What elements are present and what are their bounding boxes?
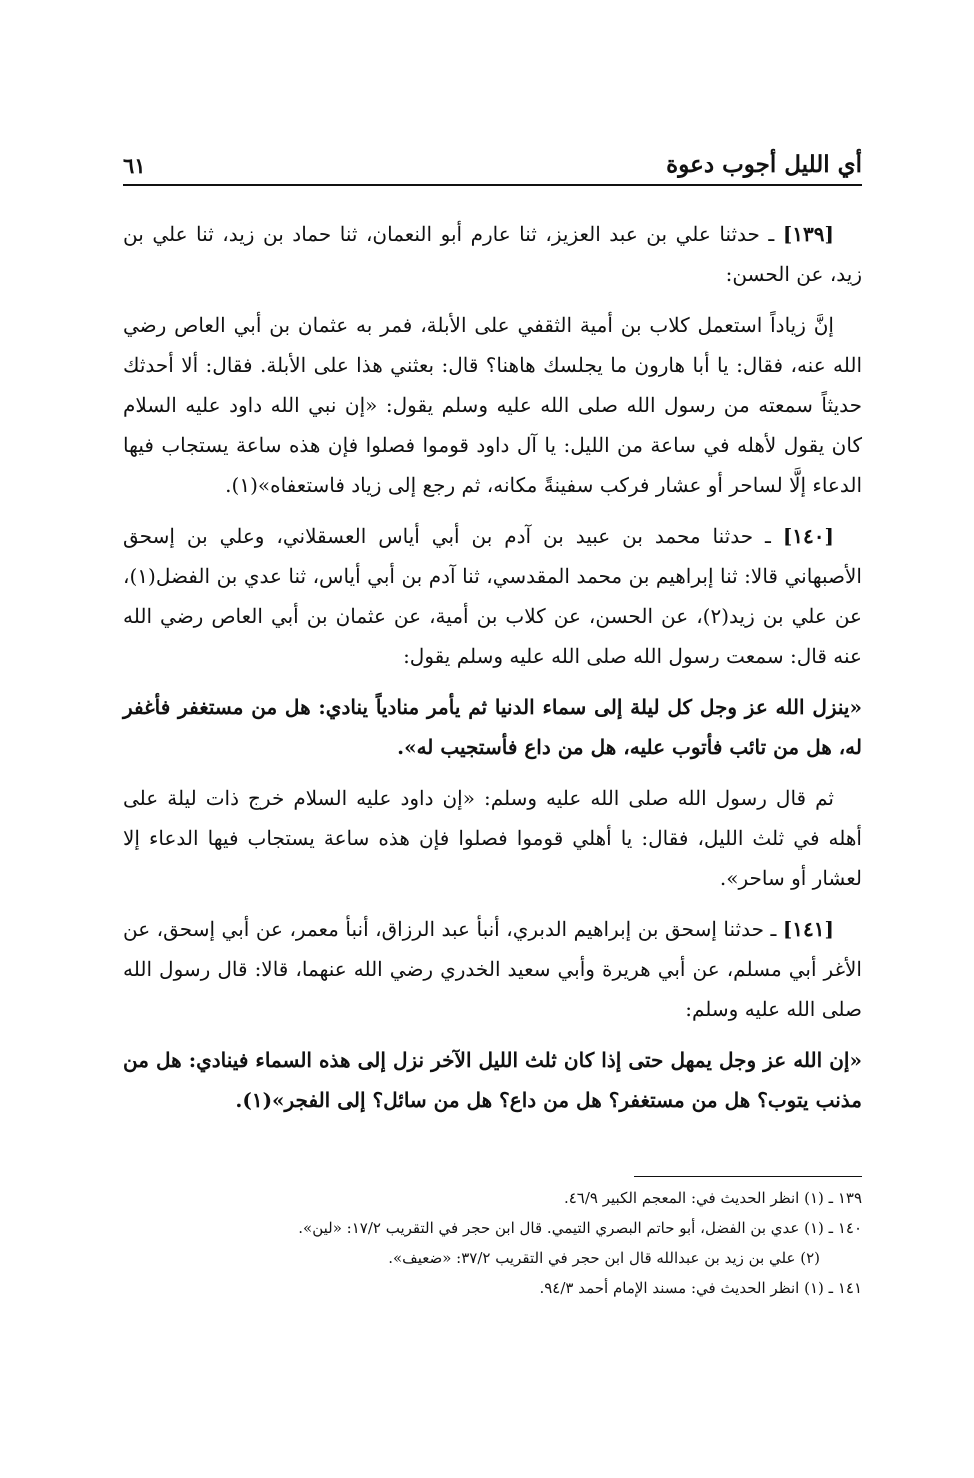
page-number: ٦١ [123,153,146,178]
hadith-139-isnad [123,214,862,294]
hadith-number: [١٤٠] [782,524,834,548]
hadith-140-isnad [123,516,862,676]
hadith-number: [١٤١] [782,917,834,941]
footnote-rule [634,1176,862,1177]
running-title: أي الليل أجوب دعوة [666,151,862,178]
page-body [123,214,862,1131]
footnotes [123,1176,862,1303]
isnad-text: ـ حدثنا محمد بن عبيد بن آدم بن أبي أياس العسقلاني، وعلي بن إسحق الأصبهاني قالا: ثنا إبراهيم بن محمد المقدسي، ثنا آدم بن أبي أياس، ثنا عدي بن الفضل(١)، عن علي بن زيد(٢)، عن الحسن، عن كلاب بن أمية، عن عثمان بن أبي العاص رضي الله عنه قال: سمعت رسول الله صلى الله عليه وسلم يقول: [123,524,862,668]
isnad-text: ـ حدثنا إسحق بن إبراهيم الدبري، أنبأ عبد الرزاق، أنبأ معمر، عن أبي إسحق، عن الأغر أبي مسلم، عن أبي هريرة وأبي سعيد الخدري رضي الله عنهما، قالا: قال رسول الله صلى الله عليه وسلم: [123,917,862,1021]
isnad-text: ـ حدثنا علي بن عبد العزيز، ثنا عارم أبو النعمان، ثنا حماد بن زيد، ثنا علي بن زيد، عن الحسن: [123,222,862,286]
footnote-139-1: ١٣٩ ـ (١) انظر الحديث في: المعجم الكبير ٤٦/٩. [563,1189,862,1207]
footnote-140-2: (٢) علي بن زيد بن عبدالله قال ابن حجر في التقريب ٣٧/٢: «ضعيف». [388,1249,820,1267]
footnote-141-1: ١٤١ ـ (١) انظر الحديث في: مسند الإمام أحمد ٩٤/٣. [539,1279,862,1297]
page-header [123,138,862,186]
footnote-140-1: ١٤٠ ـ (١) عدي بن الفضل، أبو حاتم البصري التيمي. قال ابن حجر في التقريب ١٧/٢: «لين». [298,1219,862,1237]
hadith-141-isnad [123,909,862,1029]
hadith-140-text: «ينزل الله عز وجل كل ليلة إلى سماء الدنيا ثم يأمر منادياً ينادي: هل من مستغفر فأغفر له، هل من تائب فأتوب عليه، هل من داع فأستجيب له». [123,695,862,759]
hadith-139-text: إنَّ زياداً استعمل كلاب بن أمية الثقفي على الأبلة، فمر به عثمان بن أبي العاص رضي الله عنه، فقال: يا أبا هارون ما يجلسك هاهنا؟ قال: بعثني هذا على الأبلة. فقال: ألا أحدثك حديثاً سمعته من رسول الله صلى الله عليه وسلم يقول: «إن نبي الله داود عليه السلام كان يقول لأهله في ساعة من الليل: يا آل داود قوموا فصلوا فإن هذه ساعة يستجاب فيها الدعاء إلَّا لساحر أو عشار فركب سفينةً مكانه، ثم رجع إلى زياد فاستعفاه»(١). [123,313,862,497]
hadith-140-continuation: ثم قال رسول الله صلى الله عليه وسلم: «إن داود عليه السلام خرج ذات ليلة على أهله في ثلث الليل، فقال: يا أهلي قوموا فصلوا فإن هذه ساعة يستجاب فيها الدعاء إلا لعشار أو ساحر». [123,786,862,890]
hadith-number: [١٣٩] [782,222,834,246]
hadith-141-text: «إن الله عز وجل يمهل حتى إذا كان ثلث الليل الآخر نزل إلى هذه السماء فينادي: هل من مذنب يتوب؟ هل من مستغفر؟ هل من داع؟ هل من سائل؟ إلى الفجر»(١). [123,1048,862,1112]
